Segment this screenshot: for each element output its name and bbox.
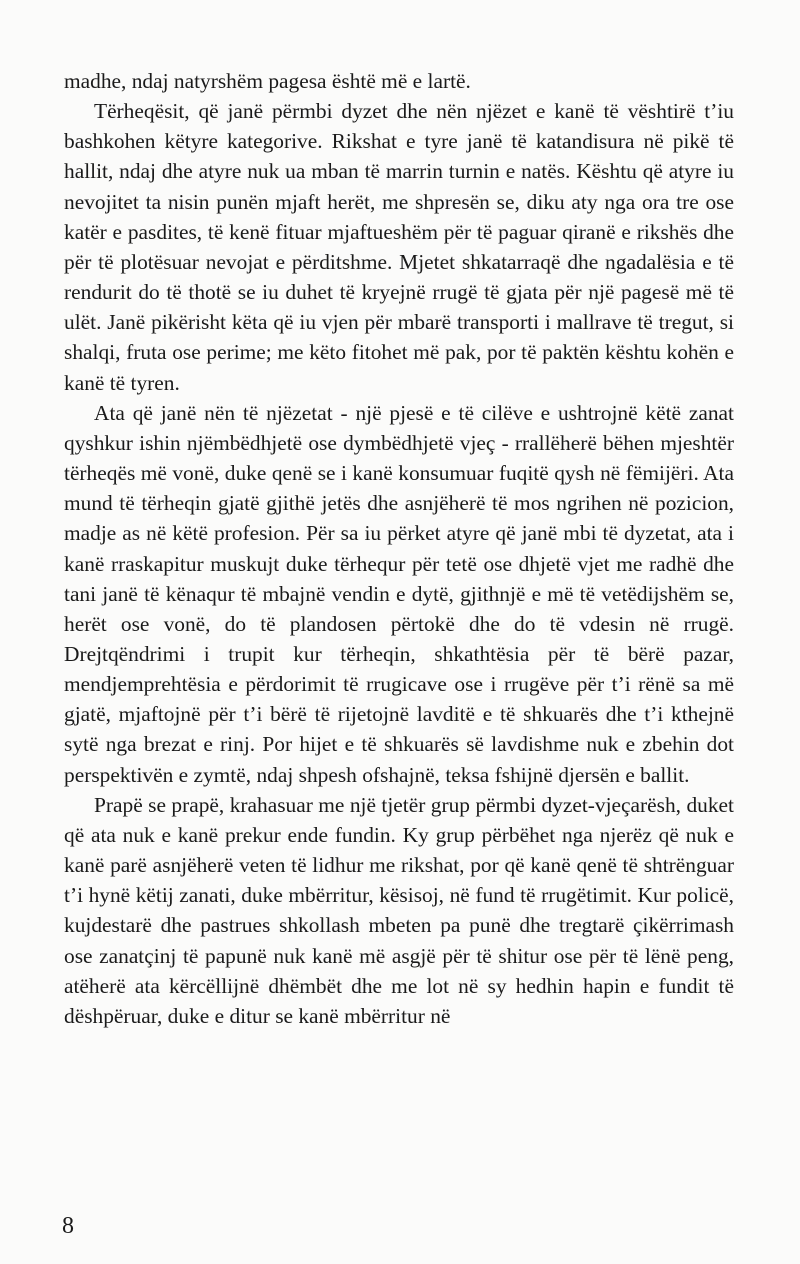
paragraph: Ata që janë nën të njëzetat - një pjesë e të cilëve e ushtrojnë këtë zanat qyshkur ishin njëmbëdhjetë ose dymbëdhjetë vjeç - rrallëherë bëhen mjeshtër tërheqës më vonë, duke qenë se i kanë konsumuar fuqitë qysh në fëmijëri. Ata mund të tërheqin gjatë gjithë jetës dhe asnjëherë të mos ngrihen në pozicion, madje as në këtë profesion. Për sa iu përket atyre që janë mbi të dyzetat, ata i kanë rraskapitur muskujt duke tërhequr për tetë ose dhjetë vjet me radhë dhe tani janë të kënaqur të mbajnë vendin e dytë, gjithnjë e më të vetëdijshëm se, herët ose vonë, do të plandosen përtokë dhe do të vdesin në rrugë. Drejtqëndrimi i trupit kur tërheqin, shkathtësia për të bërë pazar, mendjemprehtësia e përdorimit të rrugicave ose i rrugëve për t’i rënë sa më gjatë, mjaftojnë për t’i bërë të rijetojnë lavditë e të shkuarës dhe t’i kthejnë sytë nga brezat e rinj. Por hijet e të shkuarës së lavdishme nuk e zbehin dot perspektivën e zymtë, ndaj shpesh ofshajnë, teksa fshijnë djersën e ballit. — [64, 400, 734, 787]
body-text — [64, 66, 734, 1031]
paragraph: Tërheqësit, që janë përmbi dyzet dhe nën njëzet e kanë të vështirë t’iu bashkohen këtyre kategorive. Rikshat e tyre janë të katandisura në pikë të hallit, ndaj dhe atyre nuk ua mban të marrin turnin e natës. Kështu që atyre iu nevojitet ta nisin punën mjaft herët, me shpresën se, diku aty nga ora tre ose katër e pasdites, të kenë fituar mjaftueshëm për të paguar qiranë e rikshës dhe për të plotësuar nevojat e përditshme. Mjetet shkatarraqë dhe ngadalësia e të rendurit do të thotë se iu duhet të kryejnë rrugë të gjata për një pagesë më të ulët. Janë pikërisht këta që iu vjen për mbarë transporti i mallrave të tregut, si shalqi, fruta ose perime; me këto fitohet më pak, por të paktën kështu kohën e kanë të tyren. — [64, 99, 734, 395]
paragraph: Prapë se prapë, krahasuar me një tjetër grup përmbi dyzet-vjeçarësh, duket që ata nuk e kanë prekur ende fundin. Ky grup përbëhet nga njerëz që nuk e kanë parë asnjëherë veten të lidhur me rikshat, por që kanë qenë të shtrënguar t’i hynë këtij zanati, duke mbërritur, kësisoj, në fund të rrugëtimit. Kur policë, kujdestarë dhe pastrues shkollash mbeten pa punë dhe tregtarë çikërrimash ose zanatçinj të papunë nuk kanë më asgjë për të shitur ose për të lënë peng, atëherë ata kërcëllijnë dhëmbët dhe me lot në sy hedhin hapin e fundit të dëshpëruar, duke e ditur se kanë mbërritur në — [64, 792, 734, 1028]
paragraph-continuation: madhe, ndaj natyrshëm pagesa është më e lartë. — [64, 69, 471, 93]
page-number: 8 — [62, 1213, 74, 1239]
